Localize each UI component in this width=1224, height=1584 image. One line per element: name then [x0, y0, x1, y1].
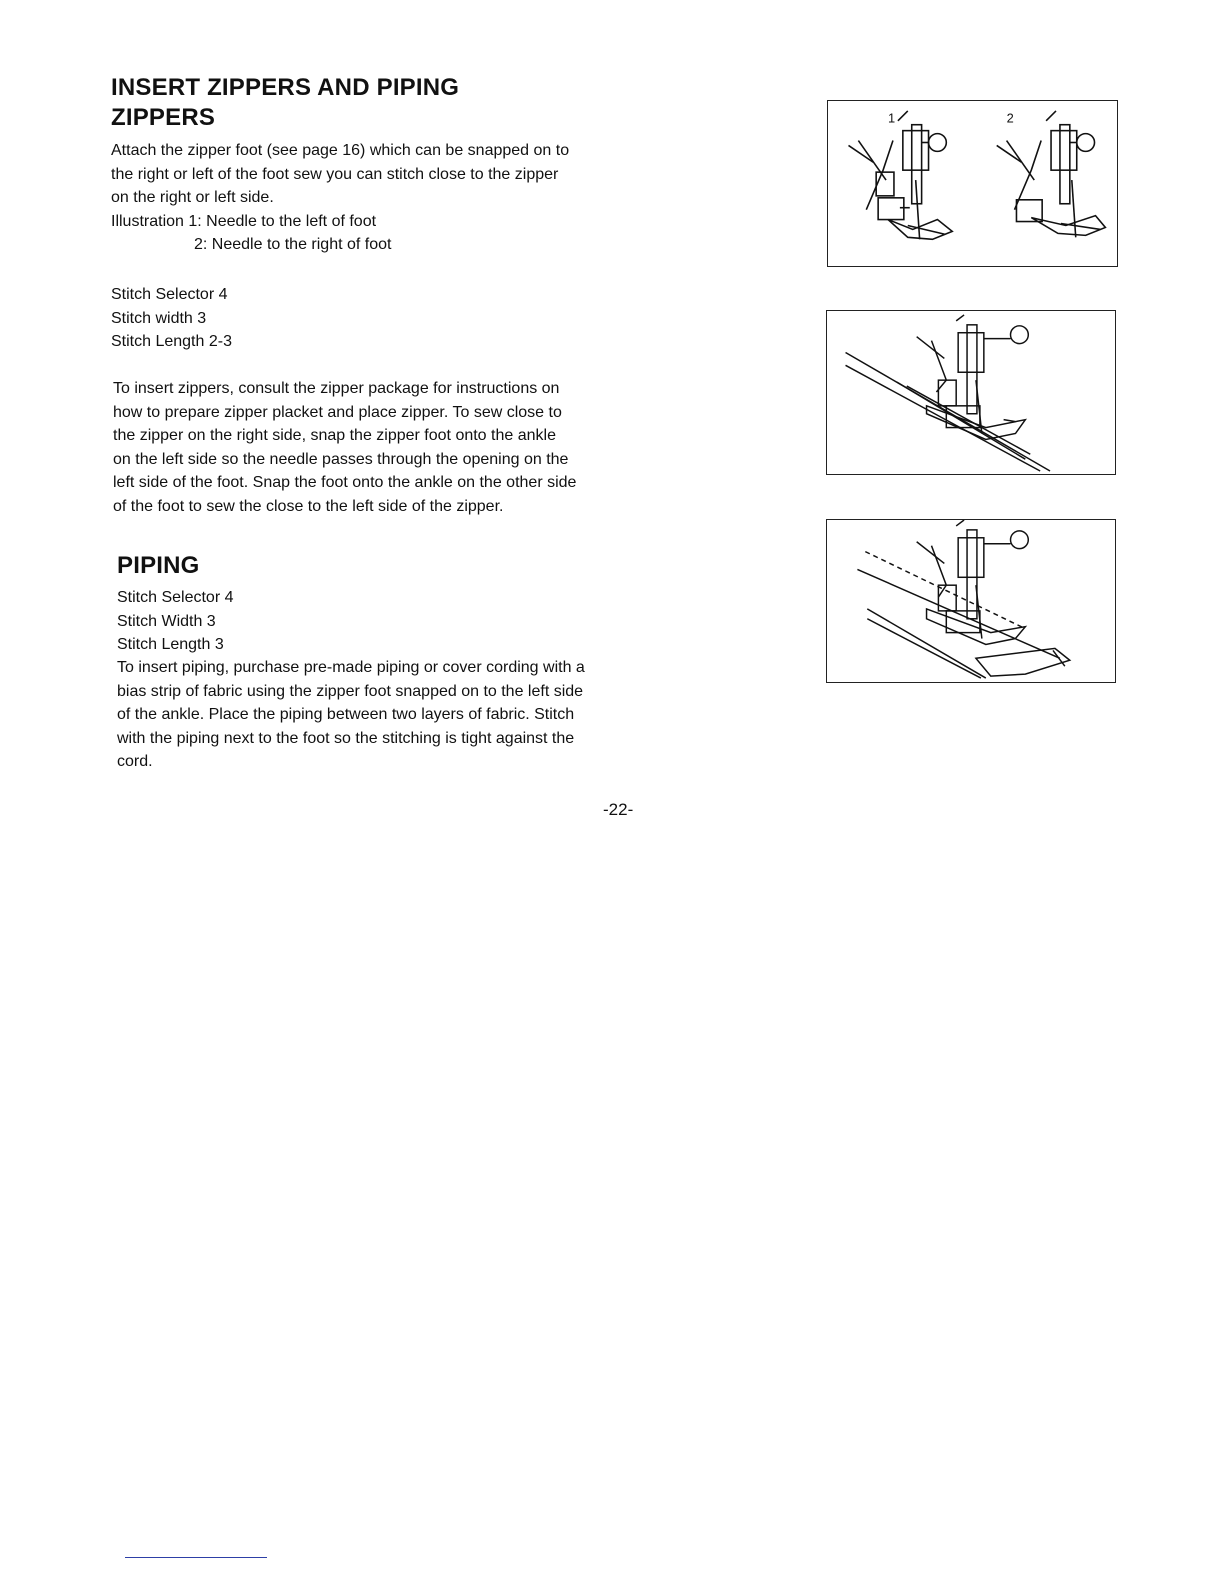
piping-instructions [117, 656, 585, 774]
instructions-line: left side of the foot. Snap the foot onto the ankle on the other side [113, 474, 577, 492]
instructions-line: To insert piping, purchase pre-made piping or cover cording with a [117, 659, 585, 676]
setting-stitch-selector: Stitch Selector 4 [111, 286, 228, 303]
intro-line: Attach the zipper foot (see page 16) which can be snapped on to [111, 142, 570, 159]
setting-stitch-length: Stitch Length 3 [117, 636, 224, 654]
setting-stitch-selector: Stitch Selector 4 [117, 589, 234, 606]
instructions-line: with the piping next to the foot so the stitching is tight against the [117, 729, 575, 747]
zippers-heading: ZIPPERS [111, 104, 216, 131]
zippers-instructions [113, 377, 576, 519]
instructions-line: of the ankle. Place the piping between two layers of fabric. Stitch [117, 706, 575, 724]
instructions-line: cord. [117, 753, 153, 771]
instructions-line: the zipper on the right side, snap the zipper foot onto the ankle [113, 427, 556, 445]
footer-divider [125, 1557, 267, 1558]
foot-right-drawing [997, 111, 1106, 237]
instructions-line: on the left side so the needle passes through the opening on the [113, 450, 569, 468]
zippers-settings [111, 283, 232, 354]
piping-sewing-diagram [827, 520, 1115, 682]
page-number: -22- [603, 800, 634, 819]
setting-stitch-width: Stitch width 3 [111, 309, 207, 327]
figure-sewing-piping [826, 519, 1116, 683]
piping-settings [117, 586, 234, 657]
piping-heading: PIPING [117, 552, 200, 579]
zipper-foot-diagram [828, 101, 1117, 266]
foot-left-drawing [849, 111, 953, 239]
zippers-intro [111, 139, 569, 257]
zipper-sewing-diagram [827, 311, 1115, 474]
intro-line: on the right or left side. [111, 189, 274, 207]
figure-label-1: 1 [888, 110, 896, 126]
setting-stitch-width: Stitch Width 3 [117, 612, 216, 630]
instructions-line: of the foot to sew the close to the left side of the zipper. [113, 497, 504, 515]
figure-sewing-zipper [826, 310, 1116, 475]
document-title: INSERT ZIPPERS AND PIPING [111, 74, 460, 101]
illustration-2-caption: 2: Needle to the right of foot [194, 236, 392, 254]
instructions-line: bias strip of fabric using the zipper foot snapped on to the left side [117, 682, 584, 700]
intro-line: the right or left of the foot sew you can stitch close to the zipper [111, 165, 559, 183]
figure-label-2: 2 [1006, 110, 1014, 126]
instructions-line: how to prepare zipper placket and place zipper. To sew close to [113, 403, 562, 421]
setting-stitch-length: Stitch Length 2-3 [111, 333, 232, 351]
figure-zipper-foot-positions [827, 100, 1118, 267]
instructions-line: To insert zippers, consult the zipper package for instructions on [113, 380, 560, 397]
illustration-1-caption: Illustration 1: Needle to the left of foot [111, 212, 377, 230]
